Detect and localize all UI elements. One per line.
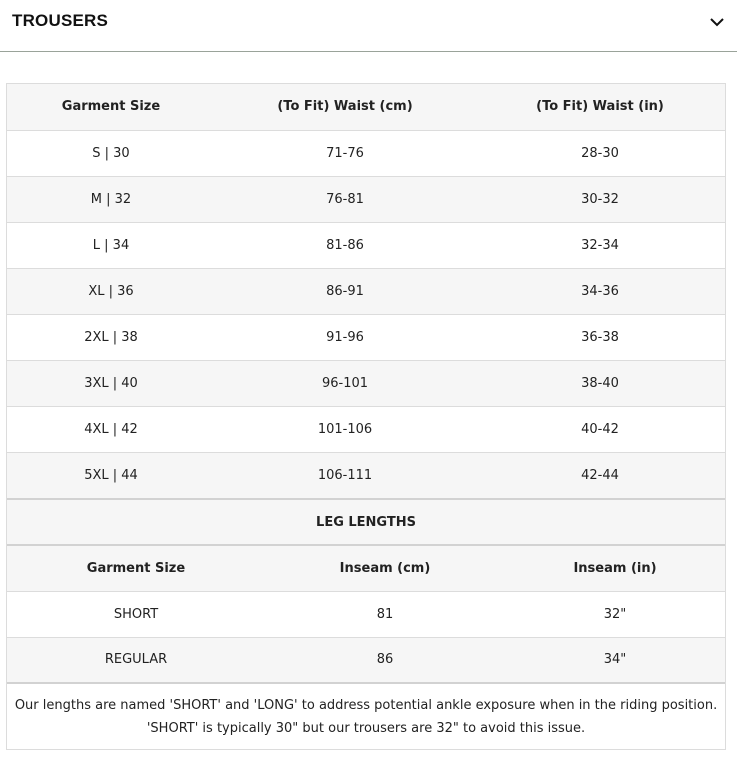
waist-in-cell: 38-40 <box>475 360 725 406</box>
column-header: Inseam (cm) <box>265 545 505 591</box>
table-row <box>7 360 725 406</box>
leg-size-cell: REGULAR <box>7 637 265 683</box>
waist-in-cell: 36-38 <box>475 314 725 360</box>
waist-cm-cell: 76-81 <box>215 176 475 222</box>
leg-table-header-row <box>7 545 725 591</box>
waist-in-cell: 34-36 <box>475 268 725 314</box>
column-header: (To Fit) Waist (in) <box>536 99 664 115</box>
waist-cm-cell: 91-96 <box>215 314 475 360</box>
waist-in-cell: 42-44 <box>475 452 725 498</box>
waist-table-header-row <box>7 84 725 130</box>
waist-cm-cell: 106-111 <box>215 452 475 498</box>
table-row <box>7 406 725 452</box>
note-line: Our lengths are named 'SHORT' and 'LONG' to address potential ankle exposure when in the riding position. <box>14 698 718 713</box>
size-chart <box>6 83 726 750</box>
size-cell: 2XL | 38 <box>7 314 215 360</box>
table-row <box>7 452 725 498</box>
size-cell: M | 32 <box>7 176 215 222</box>
waist-in-cell: 30-32 <box>475 176 725 222</box>
table-row <box>7 314 725 360</box>
column-header: (To Fit) Waist (cm) <box>277 99 413 115</box>
leg-size-cell: SHORT <box>7 591 265 637</box>
size-cell: L | 34 <box>7 222 215 268</box>
size-cell: 5XL | 44 <box>7 452 215 498</box>
inseam-in-cell: 32" <box>505 591 725 637</box>
table-row <box>7 268 725 314</box>
size-cell: 4XL | 42 <box>7 406 215 452</box>
chevron-down-icon[interactable] <box>709 16 725 28</box>
column-header: Inseam (in) <box>505 545 725 591</box>
waist-in-cell: 40-42 <box>475 406 725 452</box>
waist-cm-cell: 101-106 <box>215 406 475 452</box>
waist-in-cell: 28-30 <box>475 130 725 176</box>
accordion-title: TROUSERS <box>12 10 109 30</box>
inseam-cm-cell: 81 <box>265 591 505 637</box>
inseam-in-cell: 34" <box>505 637 725 683</box>
size-note <box>7 683 725 749</box>
size-cell: S | 30 <box>7 130 215 176</box>
column-header: Garment Size <box>61 99 161 115</box>
section-title: LEG LENGTHS <box>7 499 725 545</box>
size-cell: 3XL | 40 <box>7 360 215 406</box>
waist-in-cell: 32-34 <box>475 222 725 268</box>
note-row <box>7 683 725 749</box>
column-header: Garment Size <box>7 545 265 591</box>
waist-cm-cell: 81-86 <box>215 222 475 268</box>
table-row <box>7 637 725 683</box>
leg-length-table <box>7 498 725 749</box>
waist-cm-cell: 96-101 <box>215 360 475 406</box>
size-cell: XL | 36 <box>7 268 215 314</box>
table-row <box>7 222 725 268</box>
table-row <box>7 176 725 222</box>
waist-cm-cell: 86-91 <box>215 268 475 314</box>
inseam-cm-cell: 86 <box>265 637 505 683</box>
trousers-accordion-header[interactable] <box>0 0 737 52</box>
waist-size-table <box>7 84 725 498</box>
leg-lengths-title-row <box>7 499 725 545</box>
waist-cm-cell: 71-76 <box>215 130 475 176</box>
note-line: 'SHORT' is typically 30" but our trousers are 32" to avoid this issue. <box>146 721 586 736</box>
table-row <box>7 591 725 637</box>
table-row <box>7 130 725 176</box>
